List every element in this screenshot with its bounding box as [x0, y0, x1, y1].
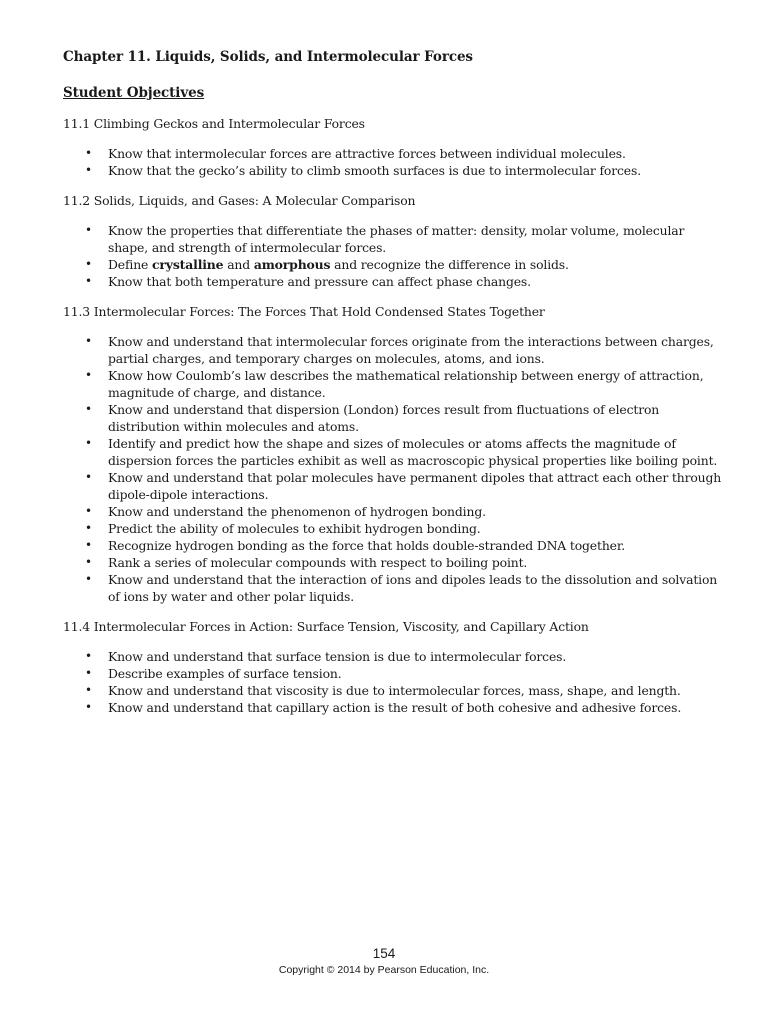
list-item: [63, 665, 723, 682]
objective-text: Know and understand that capillary action is the result of both cohesive and adhesive forces.: [108, 700, 682, 715]
objective-text: Recognize hydrogen bonding as the force that holds double-stranded DNA together.: [108, 538, 626, 553]
objective-text: Know and understand that intermolecular forces originate from the interactions between charges, partial charges, and temporary charges on molecules, atoms, and ions.: [108, 334, 714, 366]
list-item: [63, 520, 723, 537]
objective-list: [63, 648, 723, 716]
page-number: 154: [372, 946, 396, 961]
section-heading: 11.4 Intermolecular Forces in Action: Surface Tension, Viscosity, and Capillary Action: [63, 619, 589, 634]
objective-text: Know that intermolecular forces are attractive forces between individual molecules.: [108, 146, 626, 161]
list-item: [63, 367, 723, 401]
objective-text-middle: and: [223, 257, 254, 272]
list-item: [63, 222, 723, 256]
list-item: [63, 145, 723, 162]
objective-text: Know and understand that polar molecules have permanent dipoles that attract each other through dipole-dipole interactions.: [108, 470, 722, 502]
objective-text: Know that both temperature and pressure can affect phase changes.: [108, 274, 531, 289]
list-item: [63, 469, 723, 503]
list-item: [63, 256, 723, 273]
bullet-icon: •: [85, 368, 92, 382]
bullet-icon: •: [85, 521, 92, 535]
bullet-icon: •: [85, 436, 92, 450]
section-heading: 11.1 Climbing Geckos and Intermolecular Forces: [63, 116, 365, 131]
bullet-icon: •: [85, 504, 92, 518]
objective-text: Identify and predict how the shape and sizes of molecules or atoms affects the magnitude of dispersion forces the particles exhibit as well as macroscopic physical properties like boiling point.: [108, 436, 718, 468]
section-11-4: [63, 618, 723, 716]
list-item: [63, 401, 723, 435]
bullet-icon: •: [85, 274, 92, 288]
objective-text-before: Define: [108, 257, 153, 272]
bullet-icon: •: [85, 334, 92, 348]
objective-text: Know and understand the phenomenon of hydrogen bonding.: [108, 504, 486, 519]
document-page: [63, 48, 723, 716]
bullet-icon: •: [85, 223, 92, 237]
list-item: [63, 435, 723, 469]
section-11-2: [63, 192, 723, 290]
list-item: [63, 333, 723, 367]
list-item: [63, 273, 723, 290]
objective-list: [63, 222, 723, 290]
term-crystalline: crystalline: [152, 257, 224, 272]
list-item: [63, 699, 723, 716]
section-11-1: [63, 115, 723, 179]
objective-list: [63, 333, 723, 605]
section-heading: 11.2 Solids, Liquids, and Gases: A Molecular Comparison: [63, 193, 416, 208]
page-footer: [0, 946, 768, 977]
list-item: [63, 554, 723, 571]
chapter-title: Chapter 11. Liquids, Solids, and Intermolecular Forces: [63, 49, 473, 65]
list-item: [63, 571, 723, 605]
bullet-icon: •: [85, 683, 92, 697]
objective-text: Know the properties that differentiate the phases of matter: density, molar volume, molecular shape, and strength of intermolecular forces.: [108, 223, 685, 255]
copyright-notice: Copyright © 2014 by Pearson Education, Inc.: [278, 964, 490, 976]
bullet-icon: •: [85, 470, 92, 484]
objective-text: Know and understand that viscosity is due to intermolecular forces, mass, shape, and length.: [108, 683, 681, 698]
bullet-icon: •: [85, 666, 92, 680]
list-item: [63, 648, 723, 665]
objective-text: Know and understand that surface tension is due to intermolecular forces.: [108, 649, 567, 664]
objective-text: Describe examples of surface tension.: [108, 666, 342, 681]
objective-text: Know that the gecko’s ability to climb smooth surfaces is due to intermolecular forces.: [108, 163, 641, 178]
list-item: [63, 682, 723, 699]
bullet-icon: •: [85, 572, 92, 586]
list-item: [63, 537, 723, 554]
bullet-icon: •: [85, 146, 92, 160]
bullet-icon: •: [85, 163, 92, 177]
bullet-icon: •: [85, 555, 92, 569]
objective-text-after: and recognize the difference in solids.: [330, 257, 569, 272]
list-item: [63, 503, 723, 520]
objective-list: [63, 145, 723, 179]
bullet-icon: •: [85, 538, 92, 552]
student-objectives-heading: Student Objectives: [63, 85, 205, 101]
bullet-icon: •: [85, 649, 92, 663]
bullet-icon: •: [85, 402, 92, 416]
objective-text: Know how Coulomb’s law describes the mathematical relationship between energy of attraction, magnitude of charge, and distance.: [108, 368, 704, 400]
objective-text: Know and understand that the interaction of ions and dipoles leads to the dissolution and solvation of ions by water and other polar liquids.: [108, 572, 718, 604]
term-amorphous: amorphous: [253, 257, 331, 272]
objective-text: Know and understand that dispersion (London) forces result from fluctuations of electron distribution within molecules and atoms.: [108, 402, 660, 434]
section-11-3: [63, 303, 723, 605]
objective-text: Predict the ability of molecules to exhibit hydrogen bonding.: [108, 521, 481, 536]
objective-text: Rank a series of molecular compounds with respect to boiling point.: [108, 555, 528, 570]
bullet-icon: •: [85, 700, 92, 714]
bullet-icon: •: [85, 257, 92, 271]
list-item: [63, 162, 723, 179]
section-heading: 11.3 Intermolecular Forces: The Forces That Hold Condensed States Together: [63, 304, 545, 319]
